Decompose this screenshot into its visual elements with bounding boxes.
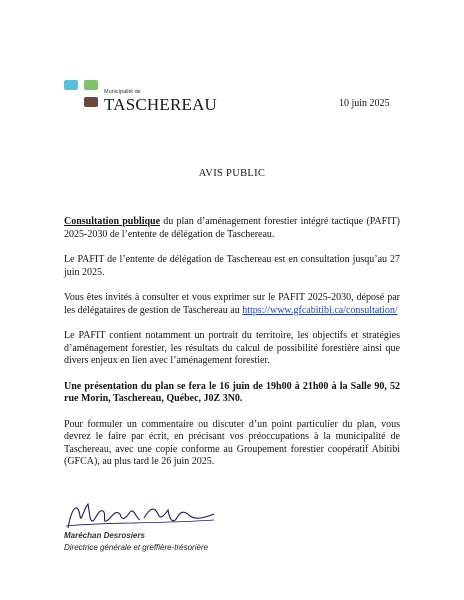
notice-date: 10 juin 2025 (339, 98, 390, 109)
notice-title: AVIS PUBLIC (198, 168, 266, 179)
consultation-link[interactable]: https://www.gfcabitibi.ca/consultation/ (242, 304, 398, 316)
handwritten-signature (64, 498, 224, 534)
logo-subtitle: Municipalité de (104, 89, 141, 95)
invitation-text: Vous êtes invités à consulter et vous exprimer sur le PAFIT 2025-2030, déposé par les délégataires de gestion de Taschereau au (64, 292, 400, 316)
paragraph-contents: Le PAFIT contient notamment un portrait du territoire, les objectifs et stratégies d’aménagement forestier, les résultats du calcul de possibilité forestière ainsi que divers enjeux en lien avec l’aménagement forestier. (64, 330, 400, 366)
signer-name: Maréchan Desrosiers (64, 531, 145, 540)
paragraph-deadline: Le PAFIT de l’entente de délégation de Taschereau est en consultation jusqu’au 27 juin 2025. (64, 254, 400, 278)
logo-blue-square (64, 80, 78, 90)
signer-role: Directrice générale et greffière-trésorière (64, 543, 209, 552)
logo-wordmark: TASCHEREAU (104, 95, 218, 114)
municipality-logo (64, 80, 224, 116)
paragraph-presentation: Une présentation du plan se fera le 16 juin de 19h00 à 21h00 à la Salle 90, 52 rue Morin, Taschereau, Québec, J0Z 3N0. (64, 380, 400, 404)
paragraph-comments: Pour formuler un commentaire ou discuter d’un point particulier du plan, vous devrez le faire par écrit, en précisant vos préoccupations à la municipalité de Taschereau, avec une copie conforme au Groupement forestier coopératif Abitibi (GFCA), au plus tard le 26 juin 2025. (64, 418, 400, 467)
consultation-lead: Consultation publique (64, 216, 161, 227)
logo-brown-square (84, 97, 98, 107)
notice-body (64, 216, 400, 482)
paragraph-invitation (64, 292, 400, 317)
paragraph-consultation (64, 216, 400, 241)
consultation-text: du plan d’aménagement forestier intégré tactique (PAFIT) 2025-2030 de l’entente de délégation de Taschereau. (64, 216, 400, 240)
logo-green-square (84, 80, 98, 90)
